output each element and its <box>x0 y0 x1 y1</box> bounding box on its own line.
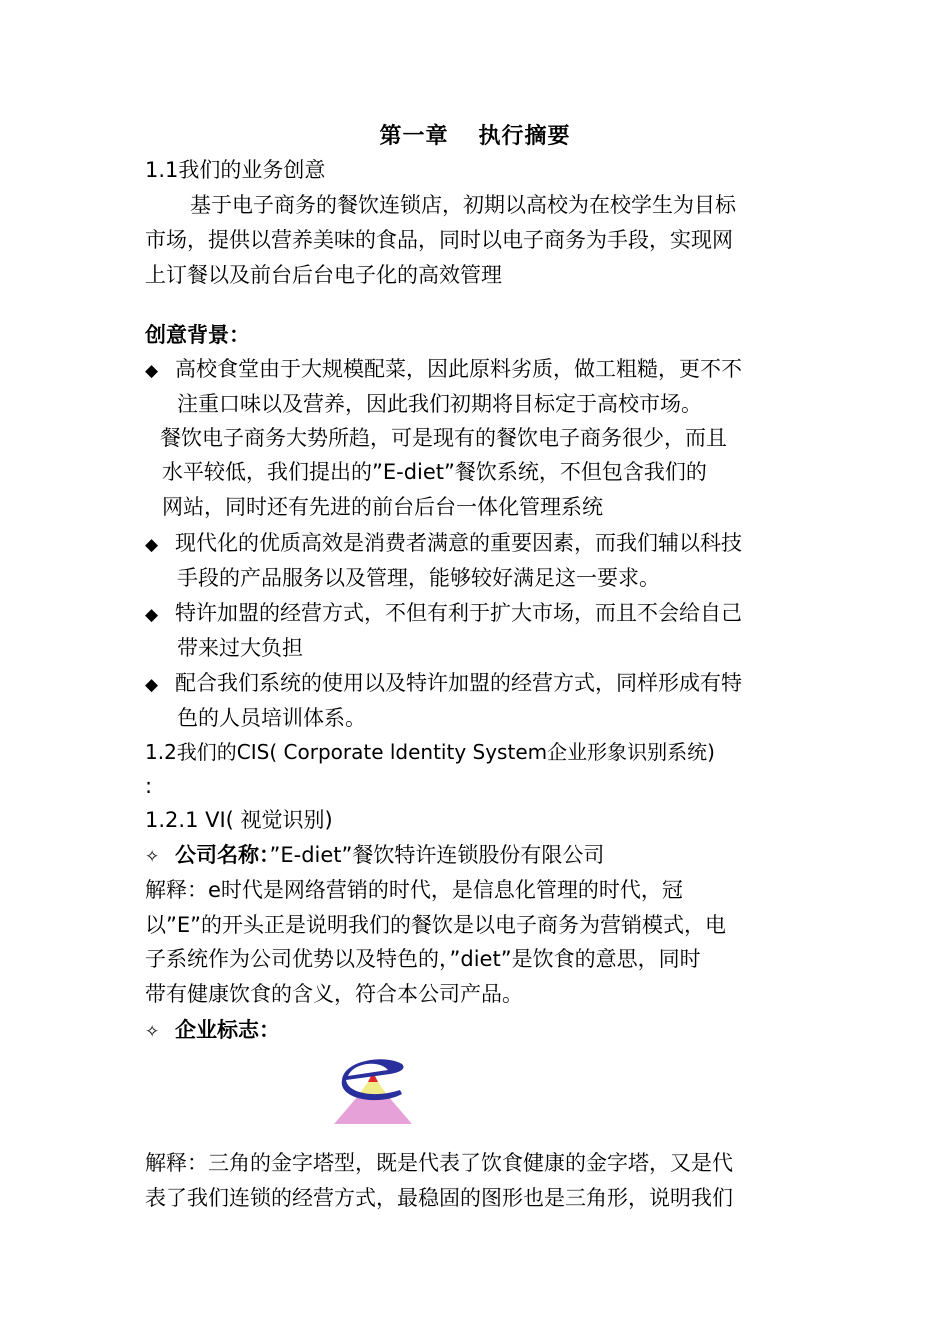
explanation-line: 带有健康饮食的含义，符合本公司产品。 <box>145 982 523 1006</box>
bullet-continuation: 手段的产品服务以及管理，能够较好满足这一要求。 <box>177 566 660 590</box>
bullet-continuation: 色的人员培训体系。 <box>177 706 366 730</box>
paragraph-line: 网站，同时还有先进的前台后台一体化管理系统 <box>162 495 603 519</box>
bullet-item: ◆ 配合我们系统的使用以及特许加盟的经营方式，同样形成有特 <box>145 666 742 700</box>
diamond-bullet-icon: ◆ <box>145 361 159 381</box>
chapter-title <box>0 120 950 154</box>
company-name-row <box>145 838 604 872</box>
paragraph-line: 水平较低，我们提出的”E-diet”餐饮系统，不但包含我们的 <box>162 460 707 484</box>
company-logo <box>330 1050 416 1128</box>
bullet-continuation: 带来过大负担 <box>177 636 303 660</box>
explanation-line: 以”E”的开头正是说明我们的餐饮是以电子商务为营销模式，电 <box>145 913 727 937</box>
logo-label-row <box>145 1013 280 1047</box>
explanation-line: 解释：三角的金字塔型，既是代表了饮食健康的金字塔，又是代 <box>145 1151 733 1175</box>
diamond-bullet-icon: ◆ <box>145 535 159 555</box>
paragraph-line: 餐饮电子商务大势所趋，可是现有的餐饮电子商务很少，而且 <box>160 426 727 450</box>
star-bullet-icon: ✧ <box>145 847 160 867</box>
section-1-2-1-heading: 1.2.1 VI( 视觉识别) <box>145 808 333 832</box>
logo-label: 企业标志： <box>175 1018 280 1042</box>
explanation-line: 表了我们连锁的经营方式，最稳固的图形也是三角形，说明我们 <box>145 1186 733 1210</box>
paragraph-line: 上订餐以及前台后台电子化的高效管理 <box>145 263 502 287</box>
bullet-item: ◆ 特许加盟的经营方式，不但有利于扩大市场，而且不会给自己 <box>145 596 742 630</box>
bullet-item: ◆ 高校食堂由于大规模配菜，因此原料劣质，做工粗糙，更不不 <box>145 352 742 386</box>
chapter-name: 执行摘要 <box>478 124 571 149</box>
explanation-line: 解释：e时代是网络营销的时代，是信息化管理的时代，冠 <box>145 878 683 902</box>
section-1-2-heading: 1.2我们的CIS( Corporate ldentity System企业形象识别系统) <box>145 740 715 764</box>
logo-pyramid-base <box>334 1096 412 1124</box>
explanation-line: 子系统作为公司优势以及特色的，”diet”是饮食的意思，同时 <box>145 947 701 971</box>
section-1-2-heading-continuation: : <box>145 774 153 798</box>
diamond-bullet-icon: ◆ <box>145 605 159 625</box>
company-name-label: 公司名称： <box>175 843 270 867</box>
paragraph-line: 市场，提供以营养美味的食品，同时以电子商务为手段，实现网 <box>145 228 733 252</box>
star-bullet-icon: ✧ <box>145 1022 160 1042</box>
diamond-bullet-icon: ◆ <box>145 675 159 695</box>
background-heading: 创意背景： <box>145 323 250 347</box>
company-name-value: ”E-diet”餐饮特许连锁股份有限公司 <box>269 843 605 867</box>
bullet-continuation: 注重口味以及营养，因此我们初期将目标定于高校市场。 <box>177 392 702 416</box>
bullet-item: ◆ 现代化的优质高效是消费者满意的重要因素，而我们辅以科技 <box>145 526 742 560</box>
section-1-1-heading: 1.1我们的业务创意 <box>145 158 326 182</box>
paragraph-line: 基于电子商务的餐饮连锁店，初期以高校为在校学生为目标 <box>190 193 736 217</box>
chapter-number: 第一章 <box>379 124 449 149</box>
